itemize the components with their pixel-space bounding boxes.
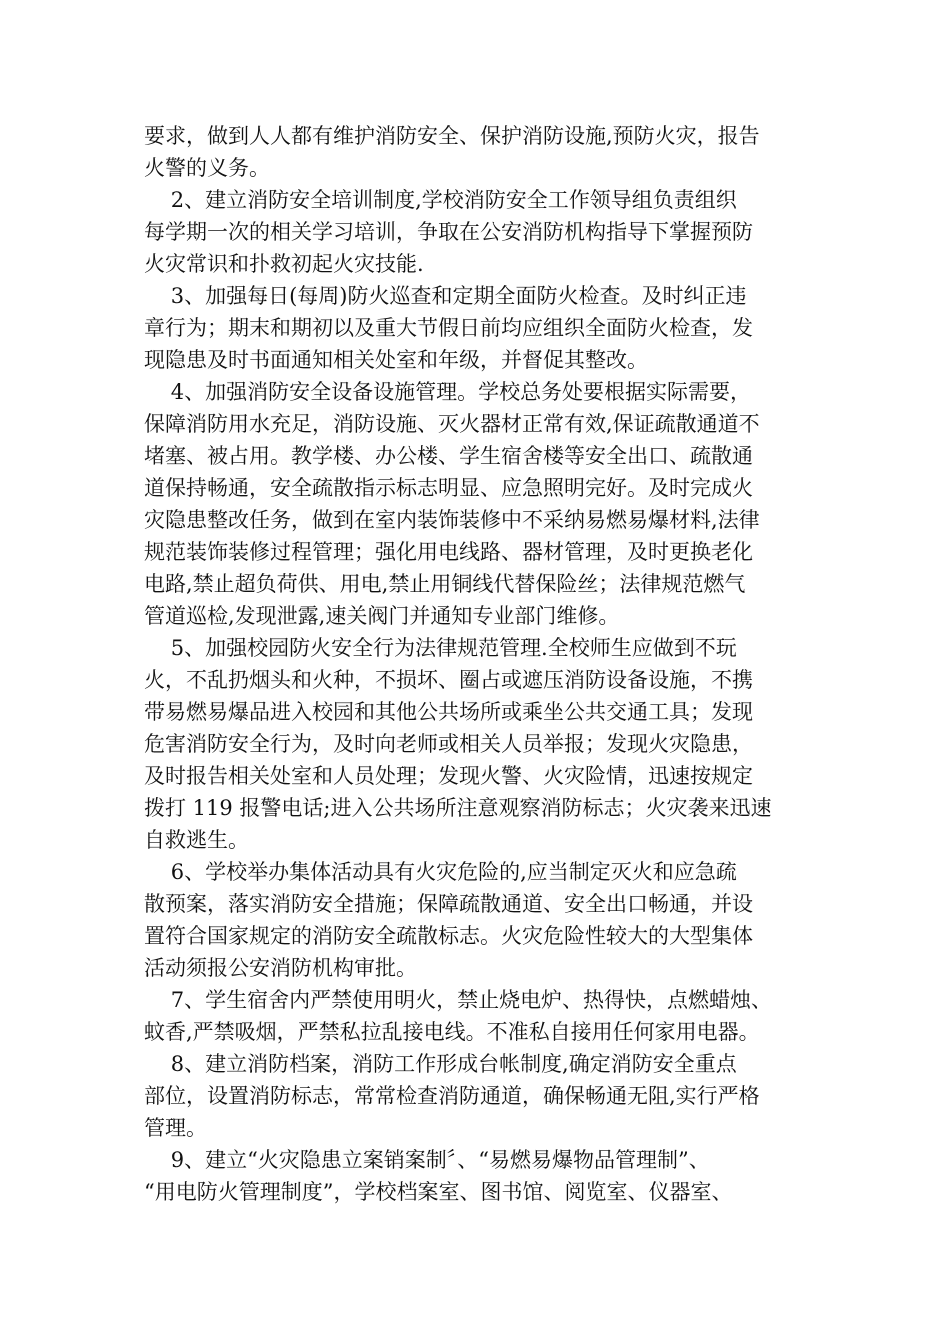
text-line: 保障消防用水充足，消防设施、灭火器材正常有效,保证疏散通道不 xyxy=(144,412,760,436)
text-line: 自救逃生。 xyxy=(144,828,249,852)
text-line: 7、学生宿舍内严禁使用明火，禁止烧电炉、热得快，点燃蜡烛、 xyxy=(144,988,773,1012)
text-line: 拨打 119 报警电话;进入公共场所注意观察消防标志；火灾袭来迅速 xyxy=(144,796,772,820)
text-line: 每学期一次的相关学习培训，争取在公安消防机构指导下掌握预防 xyxy=(144,220,753,244)
document-body xyxy=(144,120,814,1208)
text-line: 蚊香,严禁吸烟，严禁私拉乱接电线。不准私自接用任何家用电器。 xyxy=(144,1020,760,1044)
text-line: 8、建立消防档案，消防工作形成台帐制度,确定消防安全重点 xyxy=(144,1052,737,1076)
text-line: 堵塞、被占用。教学楼、办公楼、学生宿舍楼等安全出口、疏散通 xyxy=(144,444,753,468)
text-line: 道保持畅通，安全疏散指示标志明显、应急照明完好。及时完成火 xyxy=(144,476,753,500)
text-line: 电路,禁止超负荷供、用电,禁止用铜线代替保险丝；法律规范燃气 xyxy=(144,572,746,596)
text-line: 火灾常识和扑救初起火灾技能. xyxy=(144,252,424,276)
text-line: 规范装饰装修过程管理；强化用电线路、器材管理，及时更换老化 xyxy=(144,540,753,564)
text-line: 火警的义务。 xyxy=(144,156,270,180)
text-line: 散预案，落实消防安全措施；保障疏散通道、安全出口畅通，并设 xyxy=(144,892,753,916)
text-line: 要求，做到人人都有维护消防安全、保护消防设施,预防火灾，报告 xyxy=(144,124,760,148)
text-line: 管道巡检,发现泄露,速关阀门并通知专业部门维修。 xyxy=(144,604,620,628)
text-line: 5、加强校园防火安全行为法律规范管理.全校师生应做到不玩 xyxy=(144,636,737,660)
text-line: 带易燃易爆品进入校园和其他公共场所或乘坐公共交通工具；发现 xyxy=(144,700,753,724)
text-line: 部位，设置消防标志，常常检查消防通道，确保畅通无阻,实行严格 xyxy=(144,1084,760,1108)
text-line: 活动须报公安消防机构审批。 xyxy=(144,956,417,980)
text-line: 3、加强每日(每周)防火巡查和定期全面防火检查。及时纠正违 xyxy=(144,284,747,308)
text-line: 灾隐患整改任务，做到在室内装饰装修中不采纳易燃易爆材料,法律 xyxy=(144,508,760,532)
text-line: 及时报告相关处室和人员处理；发现火警、火灾险情，迅速按规定 xyxy=(144,764,753,788)
text-line: 4、加强消防安全设备设施管理。学校总务处要根据实际需要， xyxy=(144,380,752,404)
text-line: 火，不乱扔烟头和火种，不损坏、圈占或遮压消防设备设施，不携 xyxy=(144,668,753,692)
text-line: 现隐患及时书面通知相关处室和年级，并督促其整改。 xyxy=(144,348,648,372)
text-line: “用电防火管理制度”，学校档案室、图书馆、阅览室、仪器室、 xyxy=(144,1180,733,1204)
text-line: 6、学校举办集体活动具有火灾危险的,应当制定灭火和应急疏 xyxy=(144,860,737,884)
text-line: 2、建立消防安全培训制度,学校消防安全工作领导组负责组织 xyxy=(144,188,737,212)
text-line: 管理。 xyxy=(144,1116,207,1140)
text-line: 置符合国家规定的消防安全疏散标志。火灾危险性较大的大型集体 xyxy=(144,924,753,948)
text-line: 章行为；期末和期初以及重大节假日前均应组织全面防火检查，发 xyxy=(144,316,753,340)
text-line: 9、建立“火灾隐患立案销案制〞、“易燃易爆物品管理制”、 xyxy=(144,1148,710,1172)
text-line: 危害消防安全行为，及时向老师或相关人员举报；发现火灾隐患， xyxy=(144,732,753,756)
